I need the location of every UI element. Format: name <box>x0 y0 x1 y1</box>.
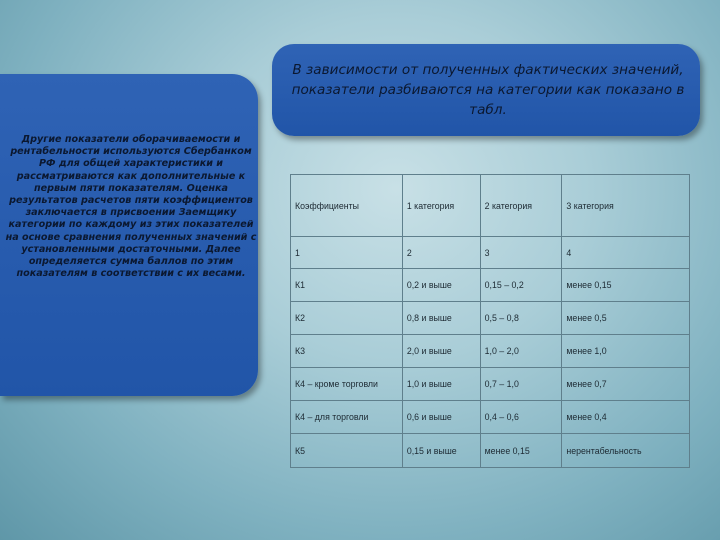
table-cell: 2 <box>402 237 480 269</box>
table-cell: 0,8 и выше <box>402 302 480 335</box>
table-cell: 3 <box>480 237 562 269</box>
table-cell: менее 0,15 <box>562 269 690 302</box>
table-cell: К2 <box>291 302 403 335</box>
table-row <box>291 368 690 401</box>
table-cell: 1 категория <box>402 175 480 237</box>
table-cell: менее 0,5 <box>562 302 690 335</box>
table-row <box>291 434 690 468</box>
table-header-row <box>291 175 690 237</box>
table-cell: 0,6 и выше <box>402 401 480 434</box>
table-cell: К4 – для торговли <box>291 401 403 434</box>
table-cell: 0,15 и выше <box>402 434 480 468</box>
table-cell: менее 0,7 <box>562 368 690 401</box>
table-cell: К4 – кроме торговли <box>291 368 403 401</box>
table-cell: менее 0,4 <box>562 401 690 434</box>
header-text: В зависимости от полученных фактических значений, показатели разбиваются на категории как показано в табл. <box>291 62 685 118</box>
table-cell: 1,0 и выше <box>402 368 480 401</box>
table-row <box>291 401 690 434</box>
table-cell: 0,4 – 0,6 <box>480 401 562 434</box>
table-cell: 2 категория <box>480 175 562 237</box>
table-cell: 4 <box>562 237 690 269</box>
table-cell: К3 <box>291 335 403 368</box>
table-row <box>291 335 690 368</box>
table-cell: 3 категория <box>562 175 690 237</box>
left-panel-text: Другие показатели оборачиваемости и рентабельности используются Сбербанком РФ для общей характеристики и рассматриваются как дополнительные к первым пяти показателям. Оценка результатов расчетов пяти коэффициентов заключается в присвоении Заемщику категории по каждому из этих показателей на основе сравнения полученных значений с установленными достаточными. Далее определяется сумма баллов по этим показателям в соответствии с их весами. <box>5 134 257 280</box>
table-cell: 0,5 – 0,8 <box>480 302 562 335</box>
table-cell: 0,7 – 1,0 <box>480 368 562 401</box>
table-cell: 0,15 – 0,2 <box>480 269 562 302</box>
table-row <box>291 237 690 269</box>
table-cell: менее 0,15 <box>480 434 562 468</box>
table-row <box>291 269 690 302</box>
table-cell: 2,0 и выше <box>402 335 480 368</box>
table-cell: Коэффициенты <box>291 175 403 237</box>
table-cell: нерентабельность <box>562 434 690 468</box>
table-cell: менее 1,0 <box>562 335 690 368</box>
table-cell: 1,0 – 2,0 <box>480 335 562 368</box>
table-row <box>291 302 690 335</box>
table-cell: К1 <box>291 269 403 302</box>
table-cell: 0,2 и выше <box>402 269 480 302</box>
category-table <box>290 174 690 468</box>
table-cell: К5 <box>291 434 403 468</box>
table-cell: 1 <box>291 237 403 269</box>
